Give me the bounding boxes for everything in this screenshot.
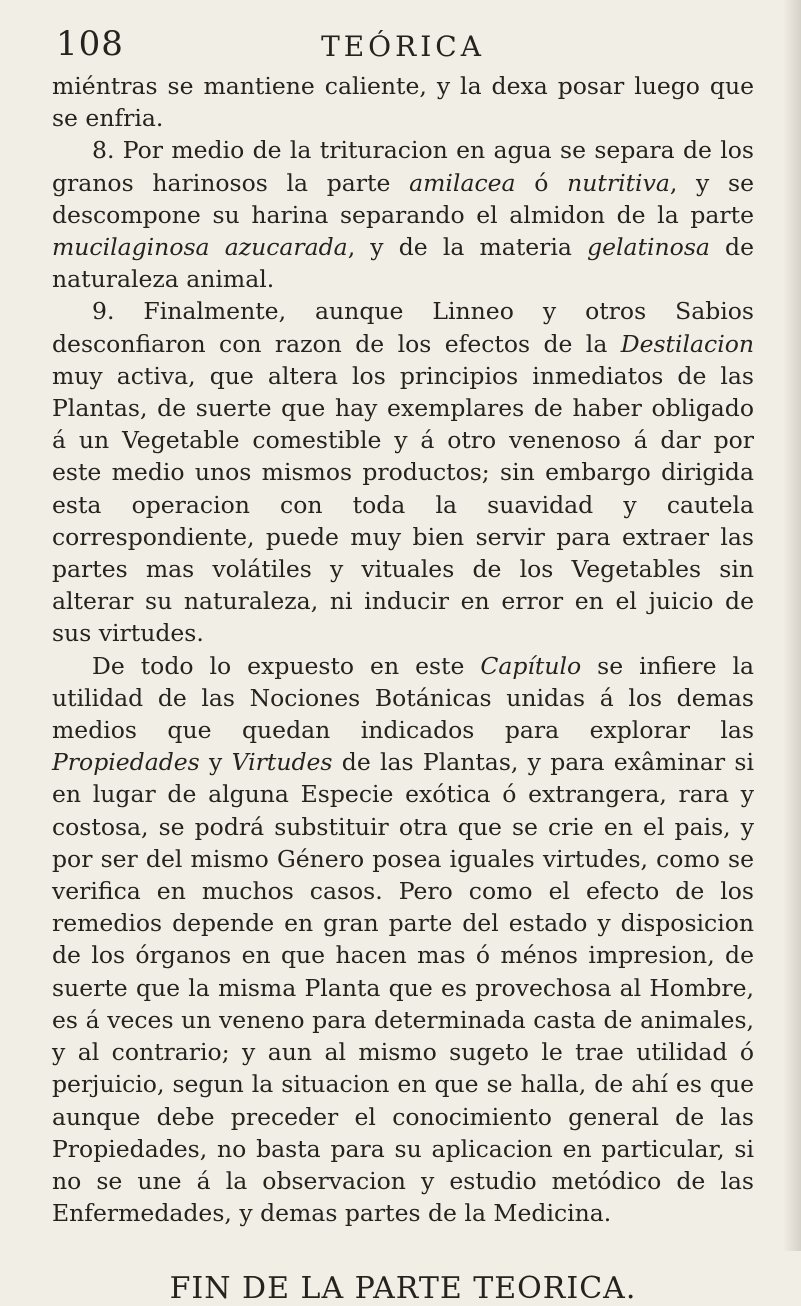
page-edge-shadow	[783, 0, 801, 1251]
italic-term: mucilaginosa azucarada	[52, 233, 348, 262]
page-header	[52, 22, 754, 70]
paragraph-9: 9. Finalmente, aunque Linneo y otros Sabios desconfiaron con razon de los efectos de la Destilacion muy activa, que altera los principios inmediatos de las Plantas, de suerte que hay exemplares de haber obligado á un Vegetable comestible y á otro venenoso á dar por este medio unos mismos productos; sin embargo dirigida esta operacion con toda la suavidad y cautela correspondiente, puede muy bien servir para extraer las partes mas volátiles y vituales de los Vegetables sin alterar su naturaleza, ni inducir en error en el juicio de sus virtudes.	[52, 297, 754, 648]
italic-term: amilacea	[409, 168, 516, 197]
paragraph-conclusion: De todo lo expuesto en este Capítulo se infiere la utilidad de las Nociones Botánicas unidas á los demas medios que quedan indicados para explorar las Propiedades y Virtudes de las Plantas, y para exâminar si en lugar de alguna Especie exótica ó extrangera, rara y costosa, se podrá substituir otra que se crie en el pais, y por ser del mismo Género posea iguales virtudes, como se verifica en muchos casos. Pero como el efecto de los remedios depende en gran parte del estado y disposicion de los órganos en que hacen mas ó ménos impresion, de suerte que la misma Planta que es provechosa al Hombre, es á veces un veneno para determinada casta de animales, y al contrario; y aun al mismo sugeto le trae utilidad ó perjuicio, segun la situacion en que se halla, de ahí es que aunque debe preceder el conocimiento general de las Propiedades, no basta para su aplicacion en particular, si no se une á la observacion y estudio metódico de las Enfermedades, y demas partes de la Medicina.	[52, 651, 754, 1228]
book-page	[52, 22, 754, 1306]
paragraph-8: 8. Por medio de la trituracion en agua se separa de los granos harinosos la parte amilacea ó nutritiva, y se descompone su harina separando el almidon de la parte mucilaginosa azucarada, y de la materia gelatinosa de naturaleza animal.	[52, 136, 755, 294]
running-head: TEÓRICA	[321, 30, 485, 63]
end-of-part-heading: FIN DE LA PARTE TEORICA.	[169, 1271, 637, 1306]
italic-term: nutritiva	[567, 168, 670, 197]
italic-term: gelatinosa	[587, 233, 710, 262]
italic-term: Capítulo	[480, 651, 582, 680]
paragraph-continuation: miéntras se mantiene caliente, y la dexa posar luego que se enfria.	[52, 72, 754, 133]
page-number: 108	[56, 24, 124, 64]
italic-term: Virtudes	[231, 748, 333, 777]
body-text	[52, 70, 754, 1229]
italic-term: Destilacion	[620, 329, 754, 358]
italic-term: Propiedades	[52, 748, 200, 777]
